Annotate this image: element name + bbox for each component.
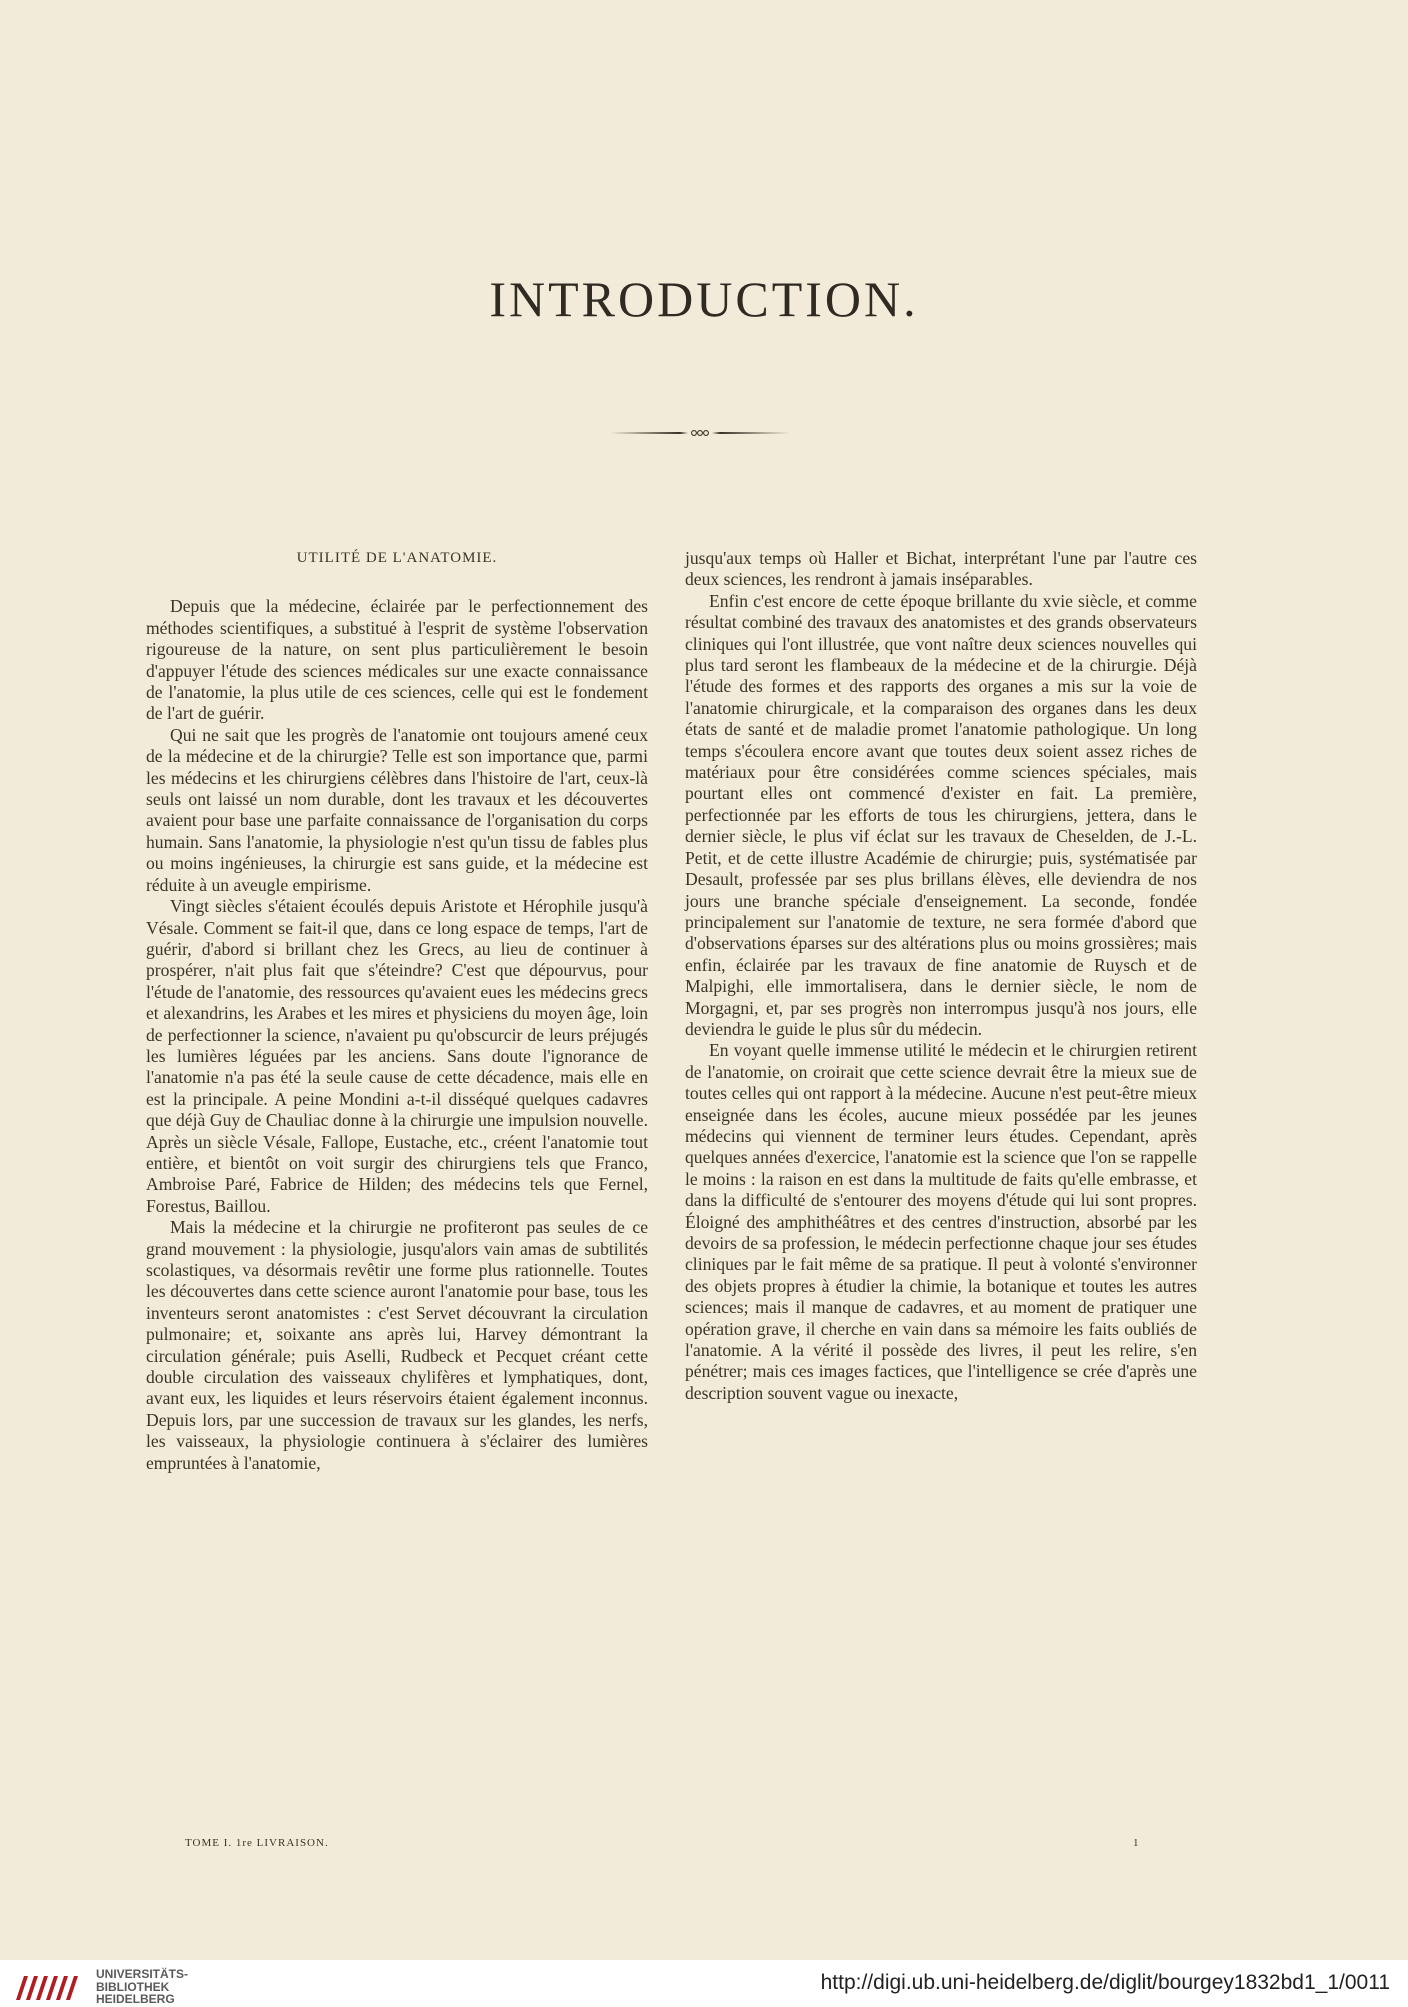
paragraph: Depuis que la médecine, éclairée par le perfectionnement des méthodes scientifiques, a substitué à l'esprit de système l'observation rigoureuse de la nature, on sent plus particulièrement le besoin d'appuyer l'étude des sciences médicales sur une exacte connaissance de l'anatomie, la plus utile de ces sciences, celle qui est le fondement de l'art de guérir. [146,596,648,724]
page-title: INTRODUCTION. [489,271,919,327]
left-column [146,548,648,1474]
library-name: UNIVERSITÄTS- BIBLIOTHEK HEIDELBERG [96,1967,189,2006]
paragraph: En voyant quelle immense utilité le médecin et le chirurgien retirent de l'anatomie, on croirait que cette science devrait être la mieux sue de toutes celles qui ont rapport à la médecine. Aucune n'est peut-être mieux enseignée dans les écoles, aucune mieux possédée par les jeunes médecins qui viennent de terminer leurs études. Cependant, après quelques années d'exercice, l'anatomie est la science que l'on se rappelle le moins : la raison en est dans la multitude de faits qu'elle embrasse, et dans la difficulté de s'entourer des moyens d'étude qui lui sont propres. Éloigné des amphithéâtres et des centres d'instruction, absorbé par les devoirs de sa profession, le médecin perfectionne chaque jour ses études cliniques par le fait même de sa pratique. Il peut à volonté s'environner des objets propres à étudier la chimie, la botanique et toutes les autres sciences; mais il manque de cadavres, et au moment de pratiquer une opération grave, il cherche en vain dans sa mémoire les faits oubliés de l'anatomie. A la vérité il possède des livres, il peut les relire, s'en pénétrer; mais ces images factices, que l'intelligence se crée d'après une description souvent vague ou inexacte, [685,1040,1197,1403]
paragraph: Vingt siècles s'étaient écoulés depuis Aristote et Hérophile jusqu'à Vésale. Comment se fait-il que, dans ce long espace de temps, l'art de guérir, d'abord si brillant chez les Grecs, au lieu de continuer à prospérer, n'ait plus fait que s'éteindre? C'est que dépourvus, pour l'étude de l'anatomie, des ressources qu'avaient eues les médecins grecs et alexandrins, les Arabes et les mires et physiciens du moyen âge, loin de perfectionner la science, n'avaient pu qu'obscurcir de leurs préjugés les lumières léguées par les anciens. Sans doute l'ignorance de l'anatomie n'a pas été la seule cause de cette décadence, mais elle en est la principale. A peine Mondini a-t-il disséqué quelques cadavres que déjà Guy de Chauliac donne à la chirurgie une impulsion nouvelle. Après un siècle Vésale, Fallope, Eustache, etc., créent l'anatomie tout entière, et bientôt on voit surgir des chirurgiens tels que Franco, Ambroise Paré, Fabrice de Hilden; des médecins tels que Fernel, Forestus, Baillou. [146,896,648,1216]
paragraph: Qui ne sait que les progrès de l'anatomie ont toujours amené ceux de la médecine et de la chirurgie? Telle est son importance que, parmi les médecins et les chirurgiens célèbres dans l'histoire de l'art, ceux-là seuls ont laissé un nom durable, dont les travaux et les découvertes avaient pour base une parfaite connaissance de l'organisation du corps humain. Sans l'anatomie, la physiologie n'est qu'un tissu de fables plus ou moins ingénieuses, la chirurgie est sans guide, et la médecine est réduite à un aveugle empirisme. [146,724,648,895]
paragraph: Mais la médecine et la chirurgie ne profiteront pas seules de ce grand mouvement : la physiologie, jusqu'alors vain amas de subtilités scolastiques, va désormais revêtir une forme plus rationnelle. Toutes les découvertes dans cette science auront l'anatomie pour base, tous les inventeurs seront anatomistes : c'est Servet découvrant la circulation pulmonaire; et, soixante ans après lui, Harvey démontrant la circulation générale; puis Aselli, Rudbeck et Pecquet créant cette double circulation des vaisseaux chylifères et lymphatiques, dont, avant eux, les liquides et leurs réservoirs étaient également inconnus. Depuis lors, par une succession de travaux sur les glandes, les nerfs, les vaisseaux, la physiologie continuera à s'éclairer des lumières empruntées à l'anatomie, [146,1217,648,1473]
library-logo-icon [14,1970,84,2002]
ornament-divider [610,425,790,441]
right-column [685,548,1197,1404]
paragraph: Enfin c'est encore de cette époque brillante du xvie siècle, et comme résultat combiné des travaux des anatomistes et des grands observateurs cliniques qui l'ont illustrée, que vont naître deux sciences nouvelles qui plus tard seront les flambeaux de la médecine et de la chirurgie. Déjà l'étude des formes et des rapports des organes a mis sur la voie de l'anatomie chirurgicale, et la comparaison des organes dans les deux états de santé et de maladie promet l'anatomie pathologique. Un long temps s'écoulera encore avant que toutes deux soient assez riches de matériaux pour être considérées comme sciences spéciales, mais pourtant elles ont commencé d'exister en fait. La première, perfectionnée par les efforts de tous les chirurgiens, jettera, dans le dernier siècle, le plus vif éclat sur les travaux de Cheselden, de J.-L. Petit, et de cette illustre Académie de chirurgie; puis, systématisée par Desault, professée par ses plus brillans élèves, elle deviendra de nos jours une branche spéciale d'enseignement. La seconde, fondée principalement sur l'anatomie de texture, ne sera formée d'abord que d'observations éparses sur des altérations plus ou moins grossières; mais enfin, éclairée par les travaux de fine anatomie de Ruysch et de Malpighi, elle immortalisera, dans le dernier siècle, le nom de Morgagni, et, par ses progrès non interrompus jusqu'à nos jours, elle deviendra le guide le plus sûr du médecin. [685,590,1197,1039]
source-url[interactable]: http://digi.ub.uni-heidelberg.de/diglit/bourgey1832bd1_1/0011 [820,1971,1390,1994]
page-number: 1 [1133,1837,1139,1849]
paragraph: jusqu'aux temps où Haller et Bichat, interprétant l'une par l'autre ces deux sciences, les rendront à jamais inséparables. [685,548,1197,590]
footer-volume: TOME I. 1re LIVRAISON. [185,1837,329,1849]
section-heading: UTILITÉ DE L'ANATOMIE. [296,550,498,566]
